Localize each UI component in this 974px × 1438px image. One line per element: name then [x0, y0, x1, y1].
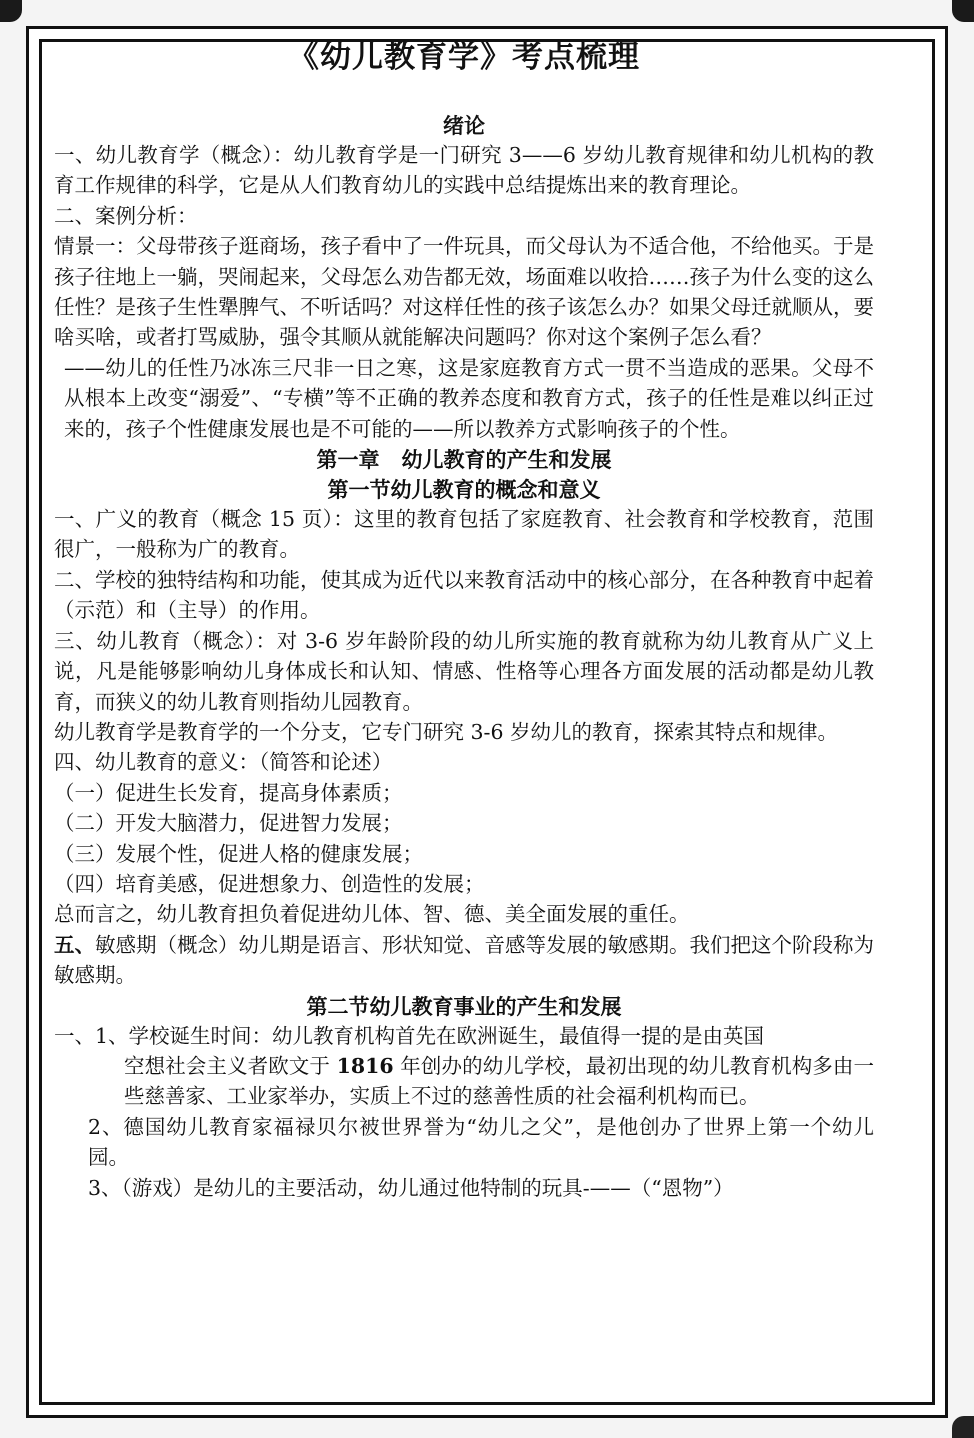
section-2-paragraph-1-body	[54, 1051, 874, 1112]
section-1-paragraph-2: 二、学校的独特结构和功能，使其成为近代以来教育活动中的核心部分，在各种教育中起着（示范）和（主导）的作用。	[54, 567, 874, 623]
text-span: 年创办的幼儿学校，最初出现的幼儿教育机构多由一些慈善家、工业家举办，实质上不过的慈善性质的社会福利机构而已。	[124, 1053, 874, 1109]
corner-mark-top-right	[952, 0, 974, 22]
section-1-paragraph-1: 一、广义的教育（概念 15 页）：这里的教育包括了家庭教育、社会教育和学校教育，范围很广，一般称为广的教育。	[54, 507, 874, 562]
section-1-heading: 第一节幼儿教育的概念和意义	[327, 477, 601, 503]
intro-paragraph-1: 一、幼儿教育学（概念）：幼儿教育学是一门研究 3——6 岁幼儿教育规律和幼儿机构的教育工作规律的科学，它是从人们教育幼儿的实践中总结提炼出来的教育理论。	[54, 143, 874, 198]
list-item: （三）发展个性，促进人格的健康发展；	[54, 841, 423, 866]
document-body	[54, 36, 874, 1203]
list-item: （四）培育美感，促进想象力、创造性的发展；	[54, 871, 485, 896]
item-number-bold: 五、	[54, 932, 95, 957]
list-item: （二）开发大脑潜力，促进智力发展；	[54, 811, 403, 836]
page-title: 《幼儿教育学》考点梳理	[288, 39, 640, 75]
corner-mark-bottom-right	[952, 1416, 974, 1438]
intro-paragraph-2: 二、案例分析：	[54, 203, 198, 228]
section-2-paragraph-3: 3、（游戏）是幼儿的主要活动，幼儿通过他特制的玩具-——（“恩物”）	[88, 1175, 734, 1200]
year-1816: 1816	[336, 1053, 394, 1078]
section-2-paragraph-2: 2、德国幼儿教育家福禄贝尔被世界誉为“幼儿之父”，是他创办了世界上第一个幼儿园。	[88, 1114, 874, 1170]
intro-heading: 绪论	[443, 113, 485, 138]
section-1-paragraph-4: 幼儿教育学是教育学的一个分支，它专门研究 3-6 岁幼儿的教育，探索其特点和规律。	[54, 719, 839, 744]
section-1-paragraph-5: 四、幼儿教育的意义：（简答和论述）	[54, 750, 393, 775]
chapter-1-heading: 第一章 幼儿教育的产生和发展	[316, 447, 612, 473]
intro-paragraph-3: 情景一：父母带孩子逛商场，孩子看中了一件玩具，而父母认为不适合他，不给他买。于是孩子往地上一躺，哭闹起来，父母怎么劝告都无效，场面难以收拾……孩子为什么变的这么任性？是孩子生性犟脾气、不听话吗？对这样任性的孩子该怎么办？如果父母迁就顺从，要啥买啥，或者打骂威胁，强令其顺从就能解决问题吗？你对这个案例子怎么看？	[54, 234, 874, 350]
intro-paragraph-4: ——幼儿的任性乃冰冻三尺非一日之寒，这是家庭教育方式一贯不当造成的恶果。父母不从根本上改变“溺爱”、“专横”等不正确的教养态度和教育方式，孩子的任性是难以纠正过来的，孩子个性健康发展也是不可能的——所以教养方式影响孩子的个性。	[64, 355, 874, 441]
section-2-paragraph-1-lead: 一、1、学校诞生时间：幼儿教育机构首先在欧洲诞生，最值得一提的是由英国	[54, 1023, 765, 1048]
section-1-paragraph-7	[54, 930, 874, 991]
section-2-heading: 第二节幼儿教育事业的产生和发展	[306, 993, 622, 1019]
list-item: （一）促进生长发育，提高身体素质；	[54, 780, 403, 805]
sensitive-period-text: 敏感期（概念）幼儿期是语言、形状知觉、音感等发展的敏感期。我们把这个阶段称为敏感期。	[54, 932, 874, 988]
corner-mark-top-left	[0, 0, 22, 22]
section-1-paragraph-3: 三、幼儿教育（概念）：对 3-6 岁年龄阶段的幼儿所实施的教育就称为幼儿教育从广义上说，凡是能够影响幼儿身体成长和认知、情感、性格等心理各方面发展的活动都是幼儿教育，而狭义的幼儿教育则指幼儿园教育。	[54, 628, 874, 714]
text-span: 空想社会主义者欧文于	[124, 1053, 337, 1078]
section-1-paragraph-6: 总而言之，幼儿教育担负着促进幼儿体、智、德、美全面发展的重任。	[54, 902, 690, 927]
